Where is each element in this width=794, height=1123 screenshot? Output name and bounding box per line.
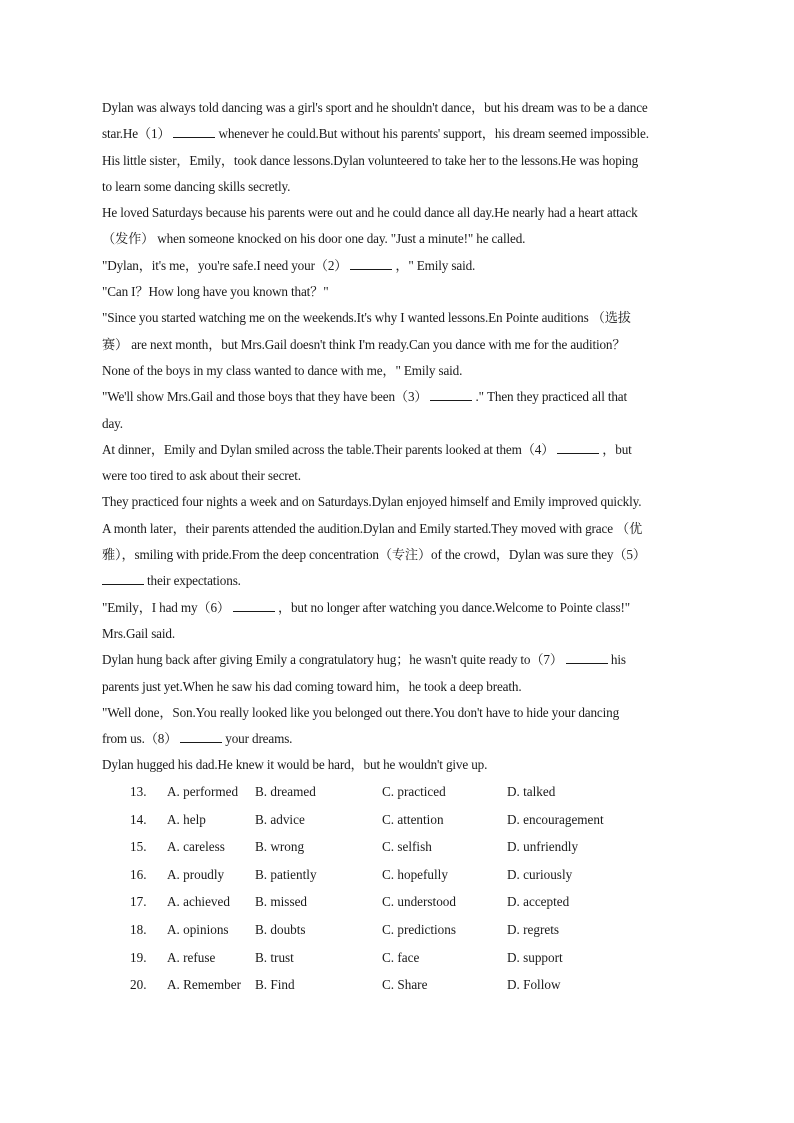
question-number: 13. xyxy=(130,784,147,799)
passage-line: His little sister，Emily，took dance lessons.Dylan volunteered to take her to the lessons.He was hoping xyxy=(102,152,639,168)
option-c[interactable]: C. predictions xyxy=(382,921,456,937)
option-c[interactable]: C. understood xyxy=(382,894,456,910)
passage-line: He loved Saturdays because his parents were out and he could dance all day.He nearly had a heart attack xyxy=(102,205,638,221)
passage-line: None of the boys in my class wanted to dance with me，" Emily said. xyxy=(102,362,463,378)
option-c[interactable]: C. face xyxy=(382,949,420,965)
option-a[interactable]: A. Remember xyxy=(167,977,241,993)
question-number: 16. xyxy=(130,866,147,882)
option-d[interactable]: D. talked xyxy=(507,784,556,799)
option-b[interactable]: B. doubts xyxy=(255,921,306,937)
passage-line: At dinner，Emily and Dylan smiled across the table.Their parents looked at them（4） ，but xyxy=(102,441,632,457)
passage-line: 赛） are next month，but Mrs.Gail doesn't think I'm ready.Can you dance with me for the audition？ xyxy=(102,336,626,352)
option-b[interactable]: B. wrong xyxy=(255,839,305,855)
option-a[interactable]: A. performed xyxy=(167,784,239,799)
option-b[interactable]: B. patiently xyxy=(255,866,317,882)
option-c[interactable]: C. attention xyxy=(382,811,444,827)
answer-blank-1[interactable] xyxy=(173,125,215,138)
option-a[interactable]: A. careless xyxy=(167,839,225,855)
option-d[interactable]: D. accepted xyxy=(507,894,570,910)
passage-line: day. xyxy=(102,415,123,431)
passage-line: Dylan hugged his dad.He knew it would be hard，but he wouldn't give up. xyxy=(102,757,488,773)
option-c[interactable]: C. Share xyxy=(382,977,428,993)
passage-line: 雅），smiling with pride.From the deep concentration（专注）of the crowd，Dylan was sure they（5） xyxy=(102,547,646,563)
question-number: 17. xyxy=(130,894,147,910)
passage-line: Mrs.Gail said. xyxy=(102,625,175,641)
passage-line: A month later，their parents attended the audition.Dylan and Emily started.They moved with grace （优 xyxy=(102,520,643,536)
answer-blank-3[interactable] xyxy=(430,388,472,401)
question-number: 20. xyxy=(130,977,147,993)
answer-blank-7[interactable] xyxy=(566,651,608,664)
passage xyxy=(102,95,702,779)
question-number: 15. xyxy=(130,839,147,855)
passage-line: from us.（8） your dreams. xyxy=(102,731,293,747)
option-c[interactable]: C. practiced xyxy=(382,784,446,799)
passage-line: to learn some dancing skills secretly. xyxy=(102,178,291,194)
option-c[interactable]: C. selfish xyxy=(382,839,432,855)
option-d[interactable]: D. regrets xyxy=(507,921,559,937)
passage-line: Dylan was always told dancing was a girl's sport and he shouldn't dance，but his dream was to be a dance xyxy=(102,100,648,115)
answer-blank-4[interactable] xyxy=(557,441,599,454)
option-d[interactable]: D. unfriendly xyxy=(507,839,579,855)
option-a[interactable]: A. help xyxy=(167,811,206,827)
answer-blank-8[interactable] xyxy=(180,730,222,743)
passage-line: Dylan hung back after giving Emily a congratulatory hug；he wasn't quite ready to（7） his xyxy=(102,652,626,668)
option-b[interactable]: B. trust xyxy=(255,949,294,965)
answer-blank-6[interactable] xyxy=(233,599,275,612)
option-b[interactable]: B. dreamed xyxy=(255,784,316,799)
option-a[interactable]: A. proudly xyxy=(167,866,225,882)
passage-line: "Emily，I had my（6） ，but no longer after watching you dance.Welcome to Pointe class!" xyxy=(102,599,630,615)
passage-line: their expectations. xyxy=(102,568,702,594)
question-number: 19. xyxy=(130,949,147,965)
option-d[interactable]: D. support xyxy=(507,949,563,965)
passage-line: （发作） when someone knocked on his door one day. "Just a minute!" he called. xyxy=(102,231,526,247)
option-a[interactable]: A. refuse xyxy=(167,949,216,965)
passage-line: "Dylan，it's me，you're safe.I need your（2） ，" Emily said. xyxy=(102,257,476,273)
option-b[interactable]: B. advice xyxy=(255,811,305,827)
option-b[interactable]: B. Find xyxy=(255,977,295,993)
option-c[interactable]: C. hopefully xyxy=(382,866,448,882)
question-number: 14. xyxy=(130,811,147,827)
answer-blank-2[interactable] xyxy=(350,257,392,270)
passage-line: "Can I？How long have you known that？" xyxy=(102,284,329,300)
option-d[interactable]: D. encouragement xyxy=(507,811,604,827)
passage-line: were too tired to ask about their secret. xyxy=(102,468,301,484)
answer-blank-5[interactable] xyxy=(102,572,144,585)
option-d[interactable]: D. curiously xyxy=(507,866,573,882)
option-d[interactable]: D. Follow xyxy=(507,977,561,993)
question-number: 18. xyxy=(130,921,147,937)
option-b[interactable]: B. missed xyxy=(255,894,308,910)
option-a[interactable]: A. achieved xyxy=(167,894,230,910)
passage-line: parents just yet.When he saw his dad coming toward him，he took a deep breath. xyxy=(102,678,522,694)
passage-line: star.He（1） whenever he could.But without his parents' support，his dream seemed impossible. xyxy=(102,126,649,142)
passage-line: "We'll show Mrs.Gail and those boys that they have been（3） ." Then they practiced all that xyxy=(102,389,628,405)
passage-line: "Since you started watching me on the weekends.It's why I wanted lessons.En Pointe auditions （选拔 xyxy=(102,310,631,326)
passage-line: They practiced four nights a week and on Saturdays.Dylan enjoyed himself and Emily improved quickly. xyxy=(102,494,642,510)
option-a[interactable]: A. opinions xyxy=(167,921,229,937)
passage-line: "Well done，Son.You really looked like you belonged out there.You don't have to hide your dancing xyxy=(102,704,620,720)
